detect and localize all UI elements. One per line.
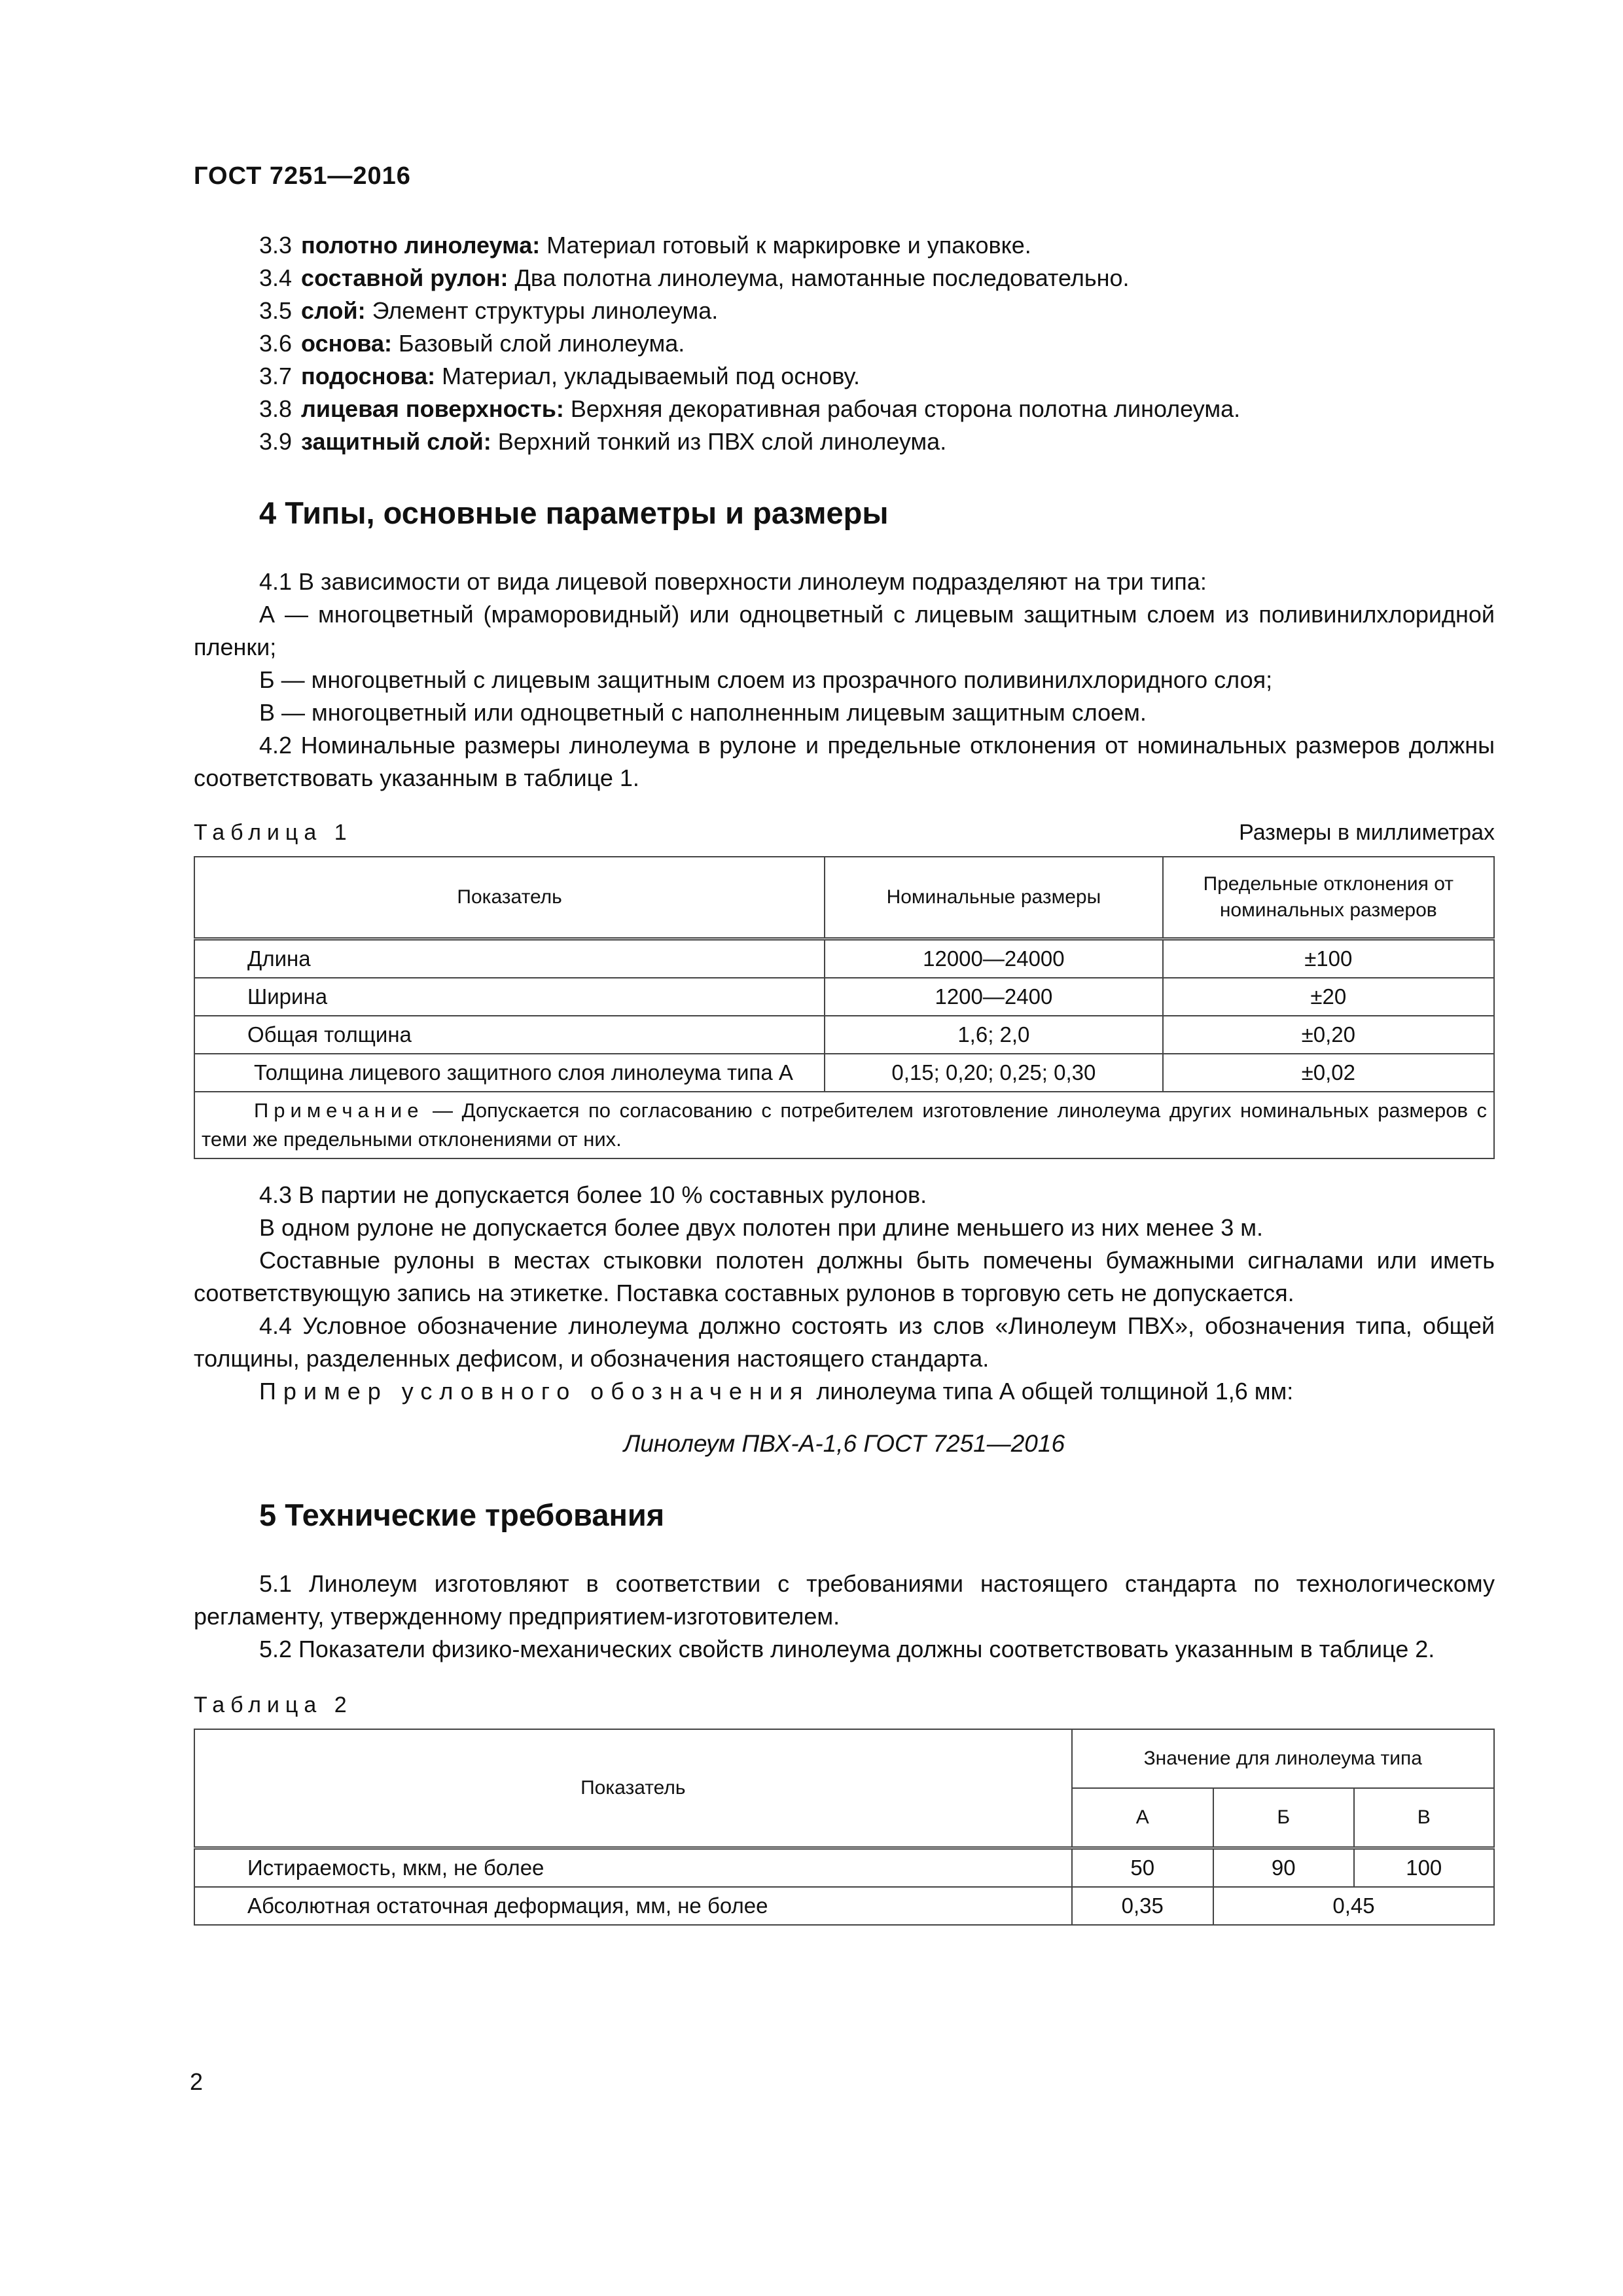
table-2-header-group: Значение для линолеума типа [1072, 1729, 1494, 1788]
table-1-header-nominal: Номинальные размеры [825, 857, 1162, 939]
table-row: Истираемость, мкм, не более 50 90 100 [194, 1848, 1494, 1888]
table-1-caption-row [194, 818, 1495, 847]
page-content [194, 229, 1495, 1926]
type-a-description: А — многоцветный (мраморовидный) или одноцветный с лицевым защитным слоем из поливинилхлоридной пленки; [194, 601, 1495, 660]
example-rest: линолеума типа А общей толщиной 1,6 мм: [810, 1378, 1294, 1405]
paragraph-4-3: 4.3 В партии не допускается более 10 % составных рулонов. [259, 1181, 927, 1208]
table-2-header-type-b: Б [1213, 1788, 1353, 1848]
page-number: 2 [190, 2068, 204, 2095]
table-1 [194, 856, 1495, 1159]
example-line [194, 1375, 1495, 1408]
table-1-header-deviation: Предельные отклонения от номинальных размеров [1163, 857, 1494, 939]
section-4-title: 4 Типы, основные параметры и размеры [259, 495, 889, 530]
note-text: — Допускается по согласованию с потребителем изготовление линолеума других номинальных размеров с теми же предельными отклонениями от них. [202, 1099, 1487, 1151]
table-row: Абсолютная остаточная деформация, мм, не более 0,35 0,45 [194, 1887, 1494, 1925]
table-2-header-indicator: Показатель [194, 1729, 1072, 1848]
table-2-header-type-a: А [1072, 1788, 1213, 1848]
section-5-title: 5 Технические требования [259, 1498, 665, 1532]
table-row: Ширина 1200—2400 ±20 [194, 978, 1494, 1016]
paragraph-4-3-b: В одном рулоне не допускается более двух полотен при длине меньшего из них менее 3 м. [259, 1214, 1264, 1241]
definition-item: 3.4 составной рулон: Два полотна линолеума, намотанные последовательно. [259, 264, 1130, 291]
paragraph-5-2: 5.2 Показатели физико-механических свойств линолеума должны соответствовать указанным в таблице 2. [259, 1636, 1435, 1662]
table-2-caption-row [194, 1691, 1495, 1719]
definition-item: 3.7 подоснова: Материал, укладываемый под основу. [259, 363, 860, 389]
definitions-list [194, 229, 1495, 458]
table-1-caption: Таблица 1 [194, 820, 353, 845]
table-row: Общая толщина 1,6; 2,0 ±0,20 [194, 1016, 1494, 1054]
table-2 [194, 1729, 1495, 1926]
definition-item: 3.3 полотно линолеума: Материал готовый к маркировке и упаковке. [259, 232, 1031, 259]
paragraph-4-2: 4.2 Номинальные размеры линолеума в рулоне и предельные отклонения от номинальных размеров должны соответствовать указанным в таблице 1. [194, 732, 1495, 791]
paragraph-4-1: 4.1 В зависимости от вида лицевой поверхности линолеум подразделяют на три типа: [259, 568, 1207, 595]
table-row: Толщина лицевого защитного слоя линолеума типа А 0,15; 0,20; 0,25; 0,30 ±0,02 [194, 1054, 1494, 1092]
table-note-row [194, 1092, 1494, 1158]
type-v-description: В — многоцветный или одноцветный с наполненным лицевым защитным слоем. [259, 699, 1147, 726]
definition-item: 3.9 защитный слой: Верхний тонкий из ПВХ слой линолеума. [259, 428, 947, 455]
document-code: ГОСТ 7251—2016 [194, 162, 411, 190]
table-1-units: Размеры в миллиметрах [1239, 820, 1495, 845]
table-2-header-type-v: В [1354, 1788, 1495, 1848]
definition-item: 3.6 основа: Базовый слой линолеума. [259, 330, 685, 357]
table-2-caption: Таблица 2 [194, 1693, 353, 1717]
table-header-row [194, 857, 1494, 939]
type-b-description: Б — многоцветный с лицевым защитным слоем из прозрачного поливинилхлоридного слоя; [259, 666, 1273, 693]
paragraph-5-1: 5.1 Линолеум изготовляют в соответствии с требованиями настоящего стандарта по технологическому регламенту, утвержденному предприятием-изготовителем. [194, 1570, 1495, 1630]
table-1-header-indicator: Показатель [194, 857, 825, 939]
example-label: Пример условного обозначения [259, 1378, 810, 1405]
definition-item: 3.8 лицевая поверхность: Верхняя декоративная рабочая сторона полотна линолеума. [259, 395, 1241, 422]
paragraph-4-4: 4.4 Условное обозначение линолеума должно состоять из слов «Линолеум ПВХ», обозначения типа, общей толщины, разделенных дефисом, и обозначения настоящего стандарта. [194, 1312, 1495, 1372]
paragraph-4-3-c: Составные рулоны в местах стыковки полотен должны быть помечены бумажными сигналами или иметь соответствующую запись на этикетке. Поставка составных рулонов в торговую сеть не допускается. [194, 1247, 1495, 1306]
table-header-row [194, 1729, 1494, 1788]
table-row: Длина 12000—24000 ±100 [194, 939, 1494, 978]
definition-item: 3.5 слой: Элемент структуры линолеума. [259, 297, 719, 324]
note-label: Примечание [254, 1099, 424, 1122]
designation-example: Линолеум ПВХ-А-1,6 ГОСТ 7251—2016 [623, 1430, 1065, 1457]
